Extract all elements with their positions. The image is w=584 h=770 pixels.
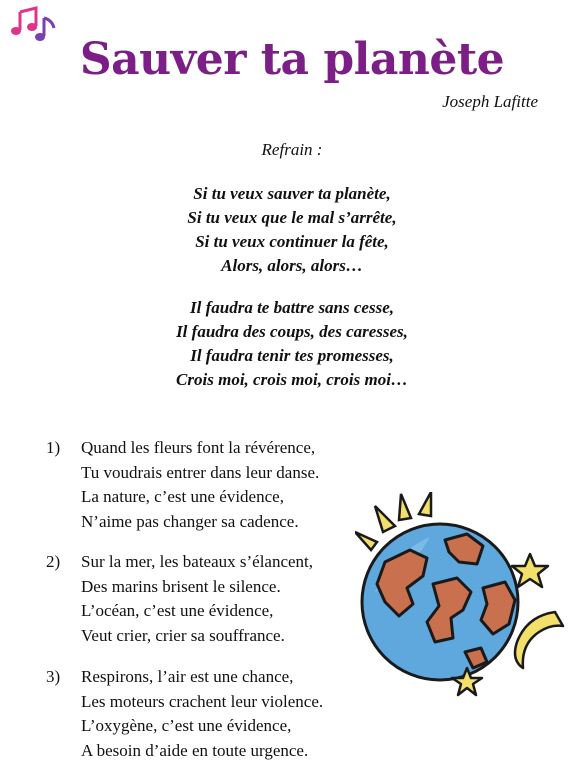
refrain-stanza-1 [0,182,584,278]
refrain-line: Il faudra te battre sans cesse, [190,298,394,317]
verse-number: 3) [46,667,61,686]
author: Joseph Lafitte [442,92,538,111]
verse-line: L’océan, c’est une évidence, [81,601,274,620]
verse-line: L’oxygène, c’est une évidence, [81,716,292,735]
page-title: Sauver ta planète [79,34,505,85]
verse-line: Les moteurs crachent leur violence. [81,691,324,711]
refrain-line: Il faudra tenir tes promesses, [190,346,394,365]
refrain-line: Si tu veux que le mal s’arrête, [187,208,397,227]
verse-line: Respirons, l’air est une chance, [81,667,294,686]
refrain-line: Si tu veux sauver ta planète, [193,184,391,203]
refrain-line: Alors, alors, alors… [221,256,363,275]
refrain-line: Il faudra des coups, des caresses, [176,322,408,341]
refrain-stanza-2 [0,296,584,392]
verse-line: Sur la mer, les bateaux s’élancent, [81,552,314,571]
verse-line: Des marins brisent le silence. [81,576,281,596]
verse-line: N’aime pas changer sa cadence. [81,511,299,531]
verse-line: Quand les fleurs font la révérence, [81,438,316,457]
verse-number: 1) [46,438,61,457]
refrain-line: Crois moi, crois moi, crois moi… [176,370,408,389]
verse-line: Veut crier, crier sa souffrance. [81,625,285,645]
refrain-label: Refrain : [261,140,323,159]
star-icon [512,554,548,587]
moon-icon [515,612,563,668]
verse-line: La nature, c’est une évidence, [81,487,284,506]
verse-line: Tu voudrais entrer dans leur danse. [81,462,320,482]
verse-line: A besoin d’aide en toute urgence. [81,740,309,760]
refrain-line: Si tu veux continuer la fête, [195,232,389,251]
verse-number: 2) [46,552,61,571]
planet-illustration [355,492,570,707]
